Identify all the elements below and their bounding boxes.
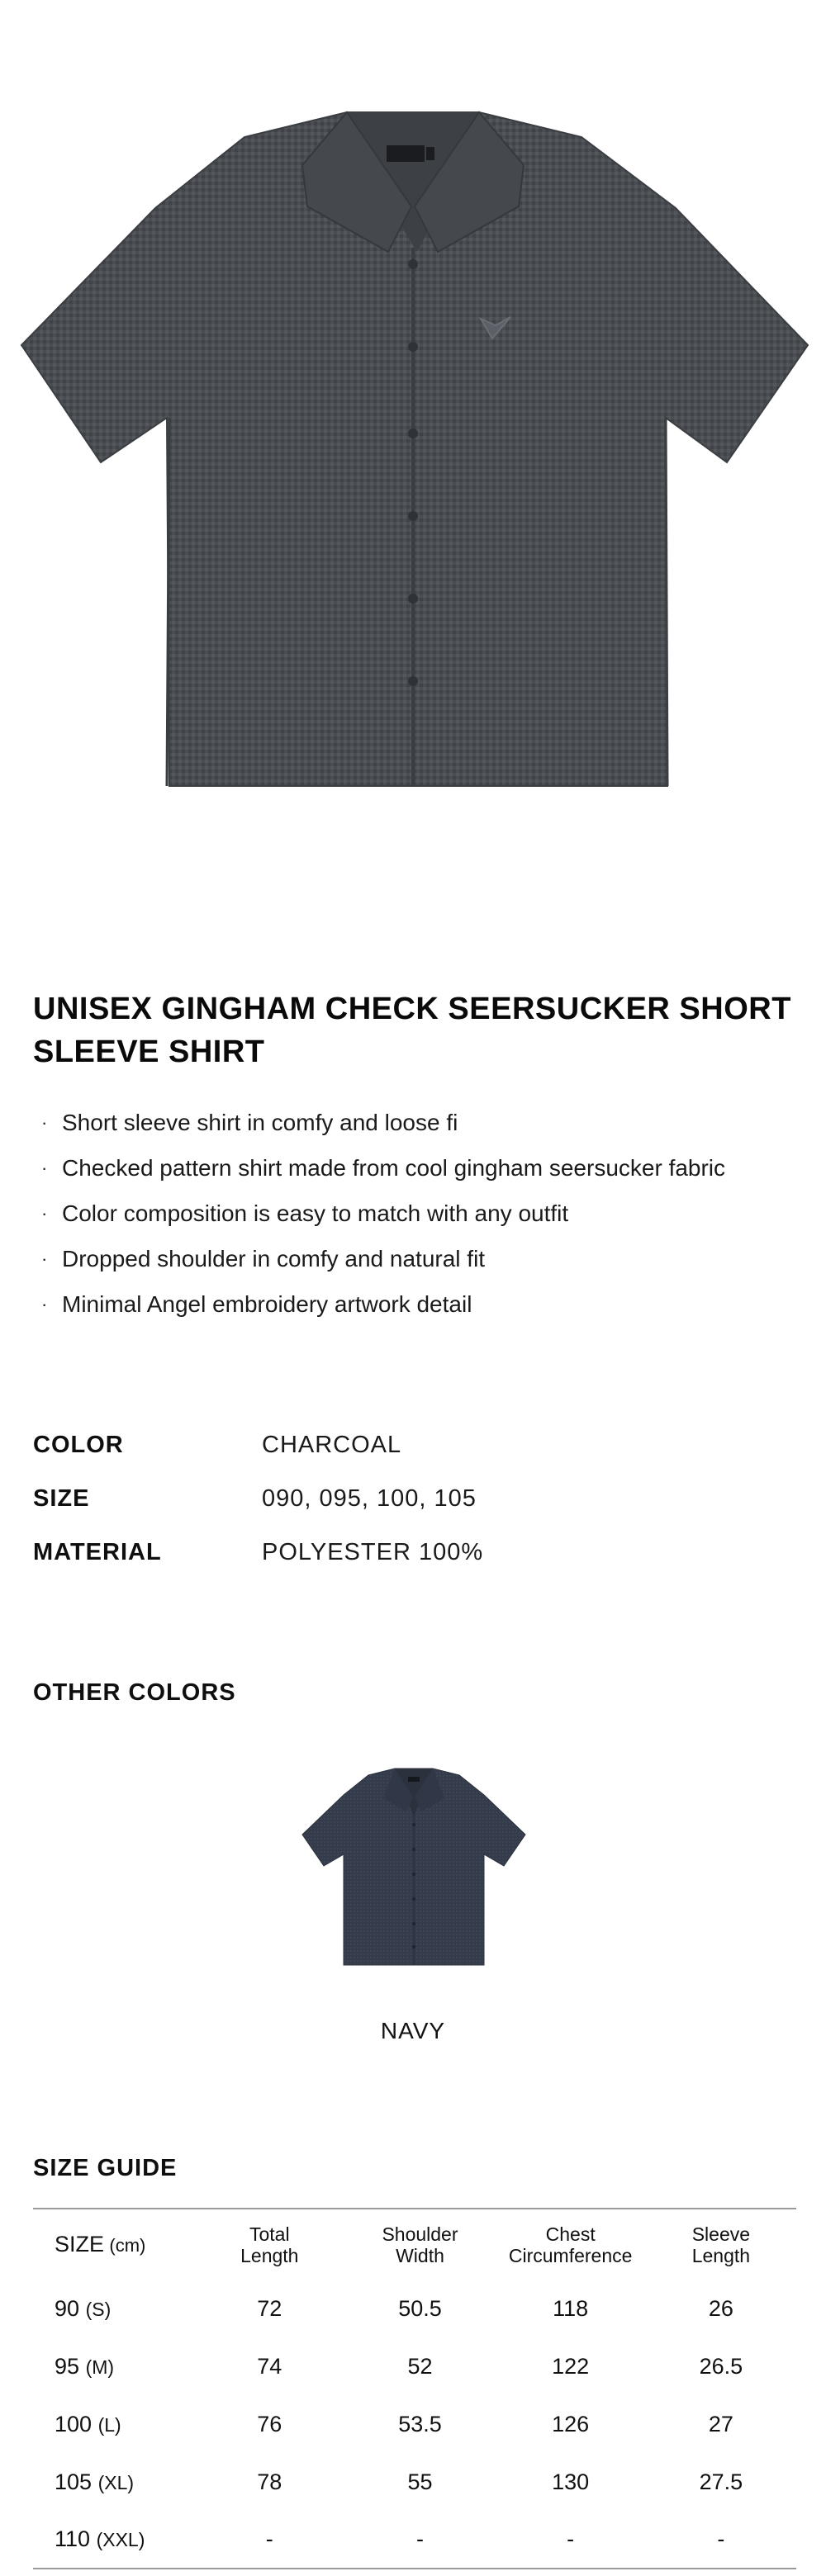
bullet-icon: · (41, 1203, 48, 1224)
product-title: UNISEX GINGHAM CHECK SEERSUCKER SHORT SLEEVE SHIRT (33, 992, 791, 1069)
table-cell: 27.5 (699, 2469, 743, 2494)
table-cell: - (717, 2526, 725, 2551)
spec-value: POLYESTER 100% (262, 1539, 484, 1565)
bullet-icon: · (41, 1294, 48, 1314)
shirt-navy-thumbnail (297, 1759, 530, 1973)
size-guide-heading: SIZE GUIDE (33, 2155, 178, 2181)
table-cell: 130 (552, 2469, 590, 2494)
size-cell: 90 (S) (55, 2295, 112, 2321)
spec-row-size (33, 1482, 793, 1536)
table-row (33, 2395, 796, 2453)
color-swatch-label[interactable]: NAVY (380, 2018, 446, 2043)
table-cell: 26.5 (699, 2353, 743, 2379)
table-row (33, 2453, 796, 2511)
spec-value: CHARCOAL (262, 1432, 402, 1458)
list-item: · Color composition is easy to match with any outfit (33, 1197, 793, 1243)
size-cell: 95 (M) (55, 2353, 115, 2379)
column-header-shoulder-width: Shoulder Width (382, 2223, 458, 2266)
table-cell: - (265, 2526, 273, 2551)
table-cell: 27 (708, 2411, 733, 2436)
color-swatch-navy[interactable] (297, 1759, 530, 1973)
table-cell: 52 (407, 2353, 433, 2379)
bullet-icon: · (41, 1112, 48, 1133)
table-cell: 126 (552, 2411, 590, 2436)
table-cell: - (567, 2526, 575, 2551)
table-row (33, 2337, 796, 2395)
column-header-total-length: Total Length (240, 2223, 299, 2266)
spec-value: 090, 095, 100, 105 (262, 1485, 477, 1512)
spec-row-material (33, 1536, 793, 1589)
spec-label: SIZE (33, 1485, 90, 1512)
size-column-header: SIZE (cm) (55, 2231, 146, 2256)
unit-label: (cm) (109, 2234, 146, 2256)
column-header-chest-circumference: Chest Circumference (508, 2223, 633, 2266)
product-main-image (0, 0, 826, 892)
feature-list (33, 1106, 793, 1333)
list-item: · Minimal Angel embroidery artwork detail (33, 1288, 793, 1333)
table-cell: 118 (553, 2295, 589, 2321)
spec-table (33, 1428, 793, 1589)
table-cell: 74 (257, 2353, 282, 2379)
spec-label: COLOR (33, 1432, 124, 1458)
table-cell: 78 (257, 2469, 282, 2494)
bullet-icon: · (41, 1248, 48, 1269)
other-colors-heading: OTHER COLORS (33, 1679, 236, 1706)
bullet-icon: · (41, 1158, 48, 1178)
size-guide-table (33, 2208, 796, 2569)
table-cell: - (415, 2526, 424, 2551)
list-item: · Short sleeve shirt in comfy and loose fi (33, 1106, 793, 1152)
shirt-front-illustration (0, 0, 826, 892)
table-cell: 122 (552, 2353, 590, 2379)
size-cell: 105 (XL) (55, 2469, 135, 2494)
table-cell: 72 (257, 2295, 282, 2321)
table-cell: 26 (708, 2295, 733, 2321)
list-item: · Checked pattern shirt made from cool gingham seersucker fabric (33, 1152, 793, 1197)
table-cell: 50.5 (398, 2295, 442, 2321)
size-cell: 100 (L) (55, 2411, 121, 2436)
table-row (33, 2280, 796, 2337)
list-item: · Dropped shoulder in comfy and natural fit (33, 1243, 793, 1288)
spec-row-color (33, 1428, 793, 1482)
column-header-sleeve-length: Sleeve Length (691, 2223, 751, 2266)
table-row (33, 2511, 796, 2569)
spec-label: MATERIAL (33, 1539, 162, 1565)
table-cell: 53.5 (398, 2411, 442, 2436)
table-cell: 76 (257, 2411, 282, 2436)
table-header-row (33, 2209, 796, 2280)
table-cell: 55 (407, 2469, 433, 2494)
size-cell: 110 (XXL) (55, 2526, 145, 2551)
